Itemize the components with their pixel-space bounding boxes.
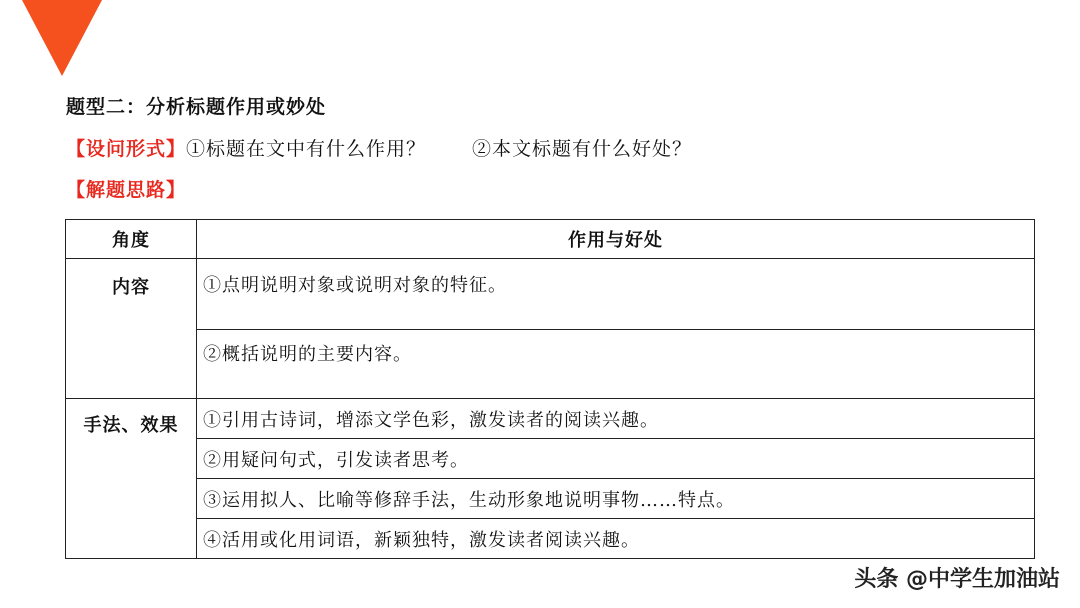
table-cell: ②概括说明的主要内容。 [197,330,1035,399]
header-angle: 角度 [66,220,197,259]
table-cell: ①引用古诗词，增添文学色彩，激发读者的阅读兴趣。 [197,399,1035,439]
question-2: ②本文标题有什么好处？ [472,138,693,160]
question-form-label: 【设问形式】 [66,138,187,160]
table-row [66,259,1035,330]
table-cell: ①点明说明对象或说明对象的特征。 [197,259,1035,330]
table-row [66,479,1035,519]
table-row [66,439,1035,479]
analysis-table [65,219,1035,559]
question-form-line [66,134,692,161]
table-cell: ③运用拟人、比喻等修辞手法，生动形象地说明事物……特点。 [197,479,1035,519]
watermark: 头条 @中学生加油站 [854,567,1060,592]
question-1: ①标题在文中有什么作用？ [186,138,427,160]
table-header-row [66,220,1035,259]
table-row [66,399,1035,439]
table-row [66,519,1035,559]
corner-decoration [22,0,102,76]
angle-content: 内容 [66,259,197,399]
angle-technique: 手法、效果 [66,399,197,559]
table-row [66,330,1035,399]
header-effect: 作用与好处 [197,220,1035,259]
table-cell: ②用疑问句式，引发读者思考。 [197,439,1035,479]
page-title: 题型二：分析标题作用或妙处 [66,96,327,118]
approach-label: 【解题思路】 [66,179,187,201]
table-cell: ④活用或化用词语，新颖独特，激发读者阅读兴趣。 [197,519,1035,559]
